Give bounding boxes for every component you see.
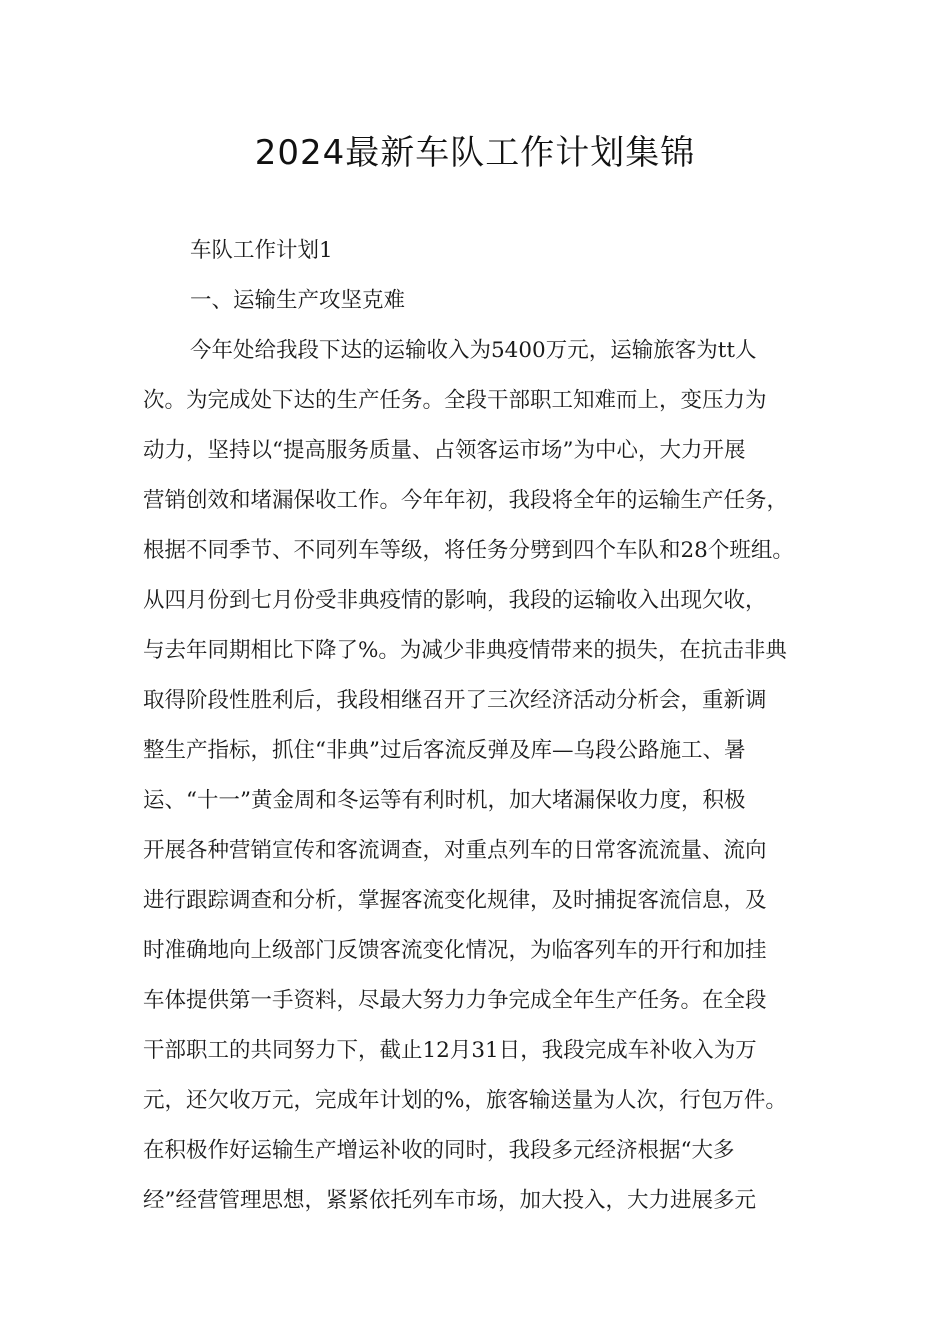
document-title: 2024最新车队工作计划集锦 — [254, 133, 696, 173]
section-heading — [143, 276, 823, 326]
paragraph-line: 时准确地向上级部门反馈客流变化情况，为临客列车的开行和加挂 — [143, 938, 767, 963]
paragraph-line: 营销创效和堵漏保收工作。今年年初，我段将全年的运输生产任务， — [143, 488, 789, 513]
paragraph-line: 开展各种营销宣传和客流调查，对重点列车的日常客流流量、流向 — [143, 838, 767, 863]
paragraph-line: 今年处给我段下达的运输收入为5400万元，运输旅客为tt人 — [190, 338, 757, 363]
paragraph-line: 干部职工的共同努力下，截止12月31日，我段完成车补收入为万 — [143, 1038, 757, 1063]
paragraph-line: 次。为完成处下达的生产任务。全段干部职工知难而上，变压力为 — [143, 388, 767, 413]
paragraph-line: 元，还欠收万元，完成年计划的%，旅客输送量为人次，行包万件。 — [143, 1088, 787, 1113]
body-paragraph — [143, 326, 823, 1226]
section-heading-text: 一、运输生产攻坚克难 — [190, 288, 406, 313]
paragraph-line: 从四月份到七月份受非典疫情的影响，我段的运输收入出现欠收， — [143, 588, 767, 613]
plan-heading-text: 车队工作计划1 — [190, 238, 333, 263]
document-body — [143, 226, 823, 1226]
paragraph-line: 整生产指标，抓住“非典”过后客流反弹及库—乌段公路施工、暑 — [143, 738, 746, 763]
plan-heading — [143, 226, 823, 276]
paragraph-line: 运、“十一”黄金周和冬运等有利时机，加大堵漏保收力度，积极 — [143, 788, 746, 813]
paragraph-line: 与去年同期相比下降了%。为减少非典疫情带来的损失，在抗击非典 — [143, 638, 787, 663]
paragraph-line: 在积极作好运输生产增运补收的同时，我段多元经济根据“大多 — [143, 1138, 735, 1163]
paragraph-line: 车体提供第一手资料，尽最大努力力争完成全年生产任务。在全段 — [143, 988, 767, 1013]
paragraph-line: 经”经营管理思想，紧紧依托列车市场，加大投入，大力进展多元 — [143, 1188, 756, 1213]
paragraph-line: 动力，坚持以“提高服务质量、占领客运市场”为中心，大力开展 — [143, 438, 746, 463]
paragraph-line: 进行跟踪调查和分析，掌握客流变化规律，及时捕捉客流信息，及 — [143, 888, 767, 913]
paragraph-line: 根据不同季节、不同列车等级，将任务分劈到四个车队和28个班组。 — [143, 538, 794, 563]
paragraph-line: 取得阶段性胜利后，我段相继召开了三次经济活动分析会，重新调 — [143, 688, 767, 713]
